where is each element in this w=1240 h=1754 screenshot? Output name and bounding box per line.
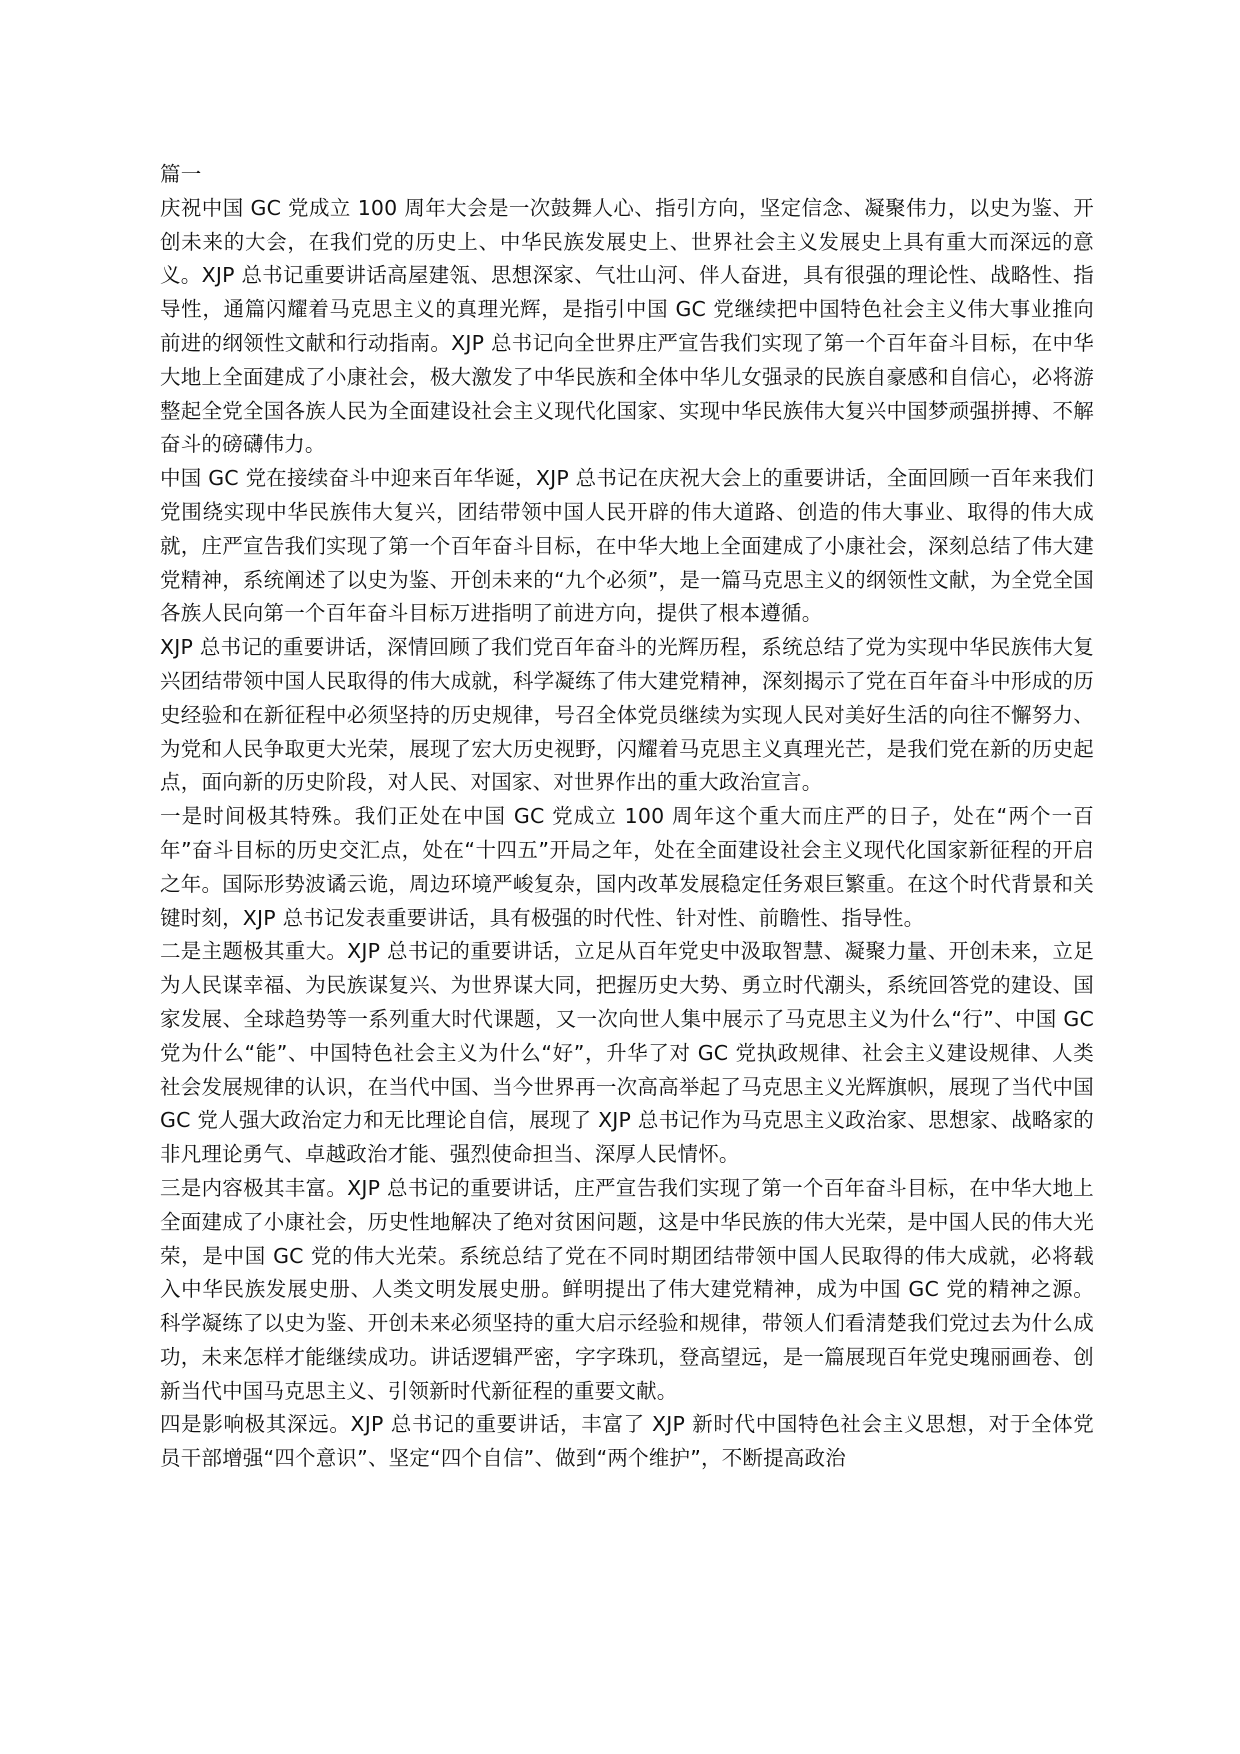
paragraph: 三是内容极其丰富。XJP 总书记的重要讲话，庄严宣告我们实现了第一个百年奋斗目标，在中华大地上全面建成了小康社会，历史性地解决了绝对贫困问题，这是中华民族的伟大光荣，是中国人民的伟大光荣，是中国 GC 党的伟大光荣。系统总结了党在不同时期团结带领中国人民取得的伟大成就，必将载入中华民族发展史册、人类文明发展史册。鲜明提出了伟大建党精神，成为中国 GC 党的精神之源。科学凝练了以史为鉴、开创未来必须坚持的重大启示经验和规律，带领人们看清楚我们党过去为什么成功，未来怎样才能继续成功。讲话逻辑严密，字字珠玑，登高望远，是一篇展现百年党史瑰丽画卷、创新当代中国马克思主义、引领新时代新征程的重要文献。 [160, 1175, 1094, 1403]
paragraph: 庆祝中国 GC 党成立 100 周年大会是一次鼓舞人心、指引方向，坚定信念、凝聚伟力，以史为鉴、开创未来的大会，在我们党的历史上、中华民族发展史上、世界社会主义发展史上具有重大而深远的意义。XJP 总书记重要讲话高屋建瓴、思想深家、气壮山河、伴人奋进，具有很强的理论性、战略性、指导性，通篇闪耀着马克思主义的真理光辉，是指引中国 GC 党继续把中国特色社会主义伟大事业推向前进的纲领性文献和行动指南。XJP 总书记向全世界庄严宣告我们实现了第一个百年奋斗目标，在中华大地上全面建成了小康社会，极大激发了中华民族和全体中华儿女强录的民族自豪感和自信心，必将游整起全党全国各族人民为全面建设社会主义现代化国家、实现中华民族伟大复兴中国梦顽强拼搏、不解奋斗的磅礴伟力。 [160, 195, 1094, 457]
paragraph: 中国 GC 党在接续奋斗中迎来百年华诞，XJP 总书记在庆祝大会上的重要讲话，全面回顾一百年来我们党围绕实现中华民族伟大复兴，团结带领中国人民开辟的伟大道路、创造的伟大事业、取得的伟大成就，庄严宣告我们实现了第一个百年奋斗目标，在中华大地上全面建成了小康社会，深刻总结了伟大建党精神，系统阐述了以史为鉴、开创未来的“九个必须”，是一篇马克思主义的纲领性文献，为全党全国各族人民向第一个百年奋斗目标万进指明了前进方向，提供了根本遵循。 [160, 466, 1094, 626]
paragraph: XJP 总书记的重要讲话，深情回顾了我们党百年奋斗的光辉历程，系统总结了党为实现中华民族伟大复兴团结带领中国人民取得的伟大成就，科学凝练了伟大建党精神，深刻揭示了党在百年奋斗中形成的历史经验和在新征程中必须坚持的历史规律，号召全体党员继续为实现人民对美好生活的向往不懈努力、为党和人民争取更大光荣，展现了宏大历史视野，闪耀着马克思主义真理光芒，是我们党在新的历史起点，面向新的历史阶段，对人民、对国家、对世界作出的重大政治宣言。 [160, 635, 1094, 795]
paragraph: 二是主题极其重大。XJP 总书记的重要讲话，立足从百年党史中汲取智慧、凝聚力量、开创未来，立足为人民谋幸福、为民族谋复兴、为世界谋大同，把握历史大势、勇立时代潮头，系统回答党的建设、国家发展、全球趋势等一系列重大时代课题，又一次向世人集中展示了马克思主义为什么“行”、中国 GC 党为什么“能”、中国特色社会主义为什么“好”，升华了对 GC 党执政规律、社会主义建设规律、人类社会发展规律的认识，在当代中国、当今世界再一次高高举起了马克思主义光辉旗帜，展现了当代中国 GC 党人强大政治定力和无比理论自信，展现了 XJP 总书记作为马克思主义政治家、思想家、战略家的非凡理论勇气、卓越政治才能、强烈使命担当、深厚人民情怀。 [160, 939, 1094, 1167]
document-heading: 篇一 [160, 162, 202, 186]
document-page [160, 158, 1094, 1476]
paragraph: 四是影响极其深远。XJP 总书记的重要讲话，丰富了 XJP 新时代中国特色社会主义思想，对于全体党员干部增强“四个意识”、坚定“四个自信”、做到“两个维护”，不断提高政治 [160, 1412, 1094, 1471]
paragraph: 一是时间极其特殊。我们正处在中国 GC 党成立 100 周年这个重大而庄严的日子，处在“两个一百年”奋斗目标的历史交汇点，处在“十四五”开局之年，处在全面建设社会主义现代化国家新征程的开启之年。国际形势波谲云诡，周边环境严峻复杂，国内改革发展稳定任务艰巨繁重。在这个时代背景和关键时刻，XJP 总书记发表重要讲话，具有极强的时代性、针对性、前瞻性、指导性。 [160, 804, 1094, 930]
